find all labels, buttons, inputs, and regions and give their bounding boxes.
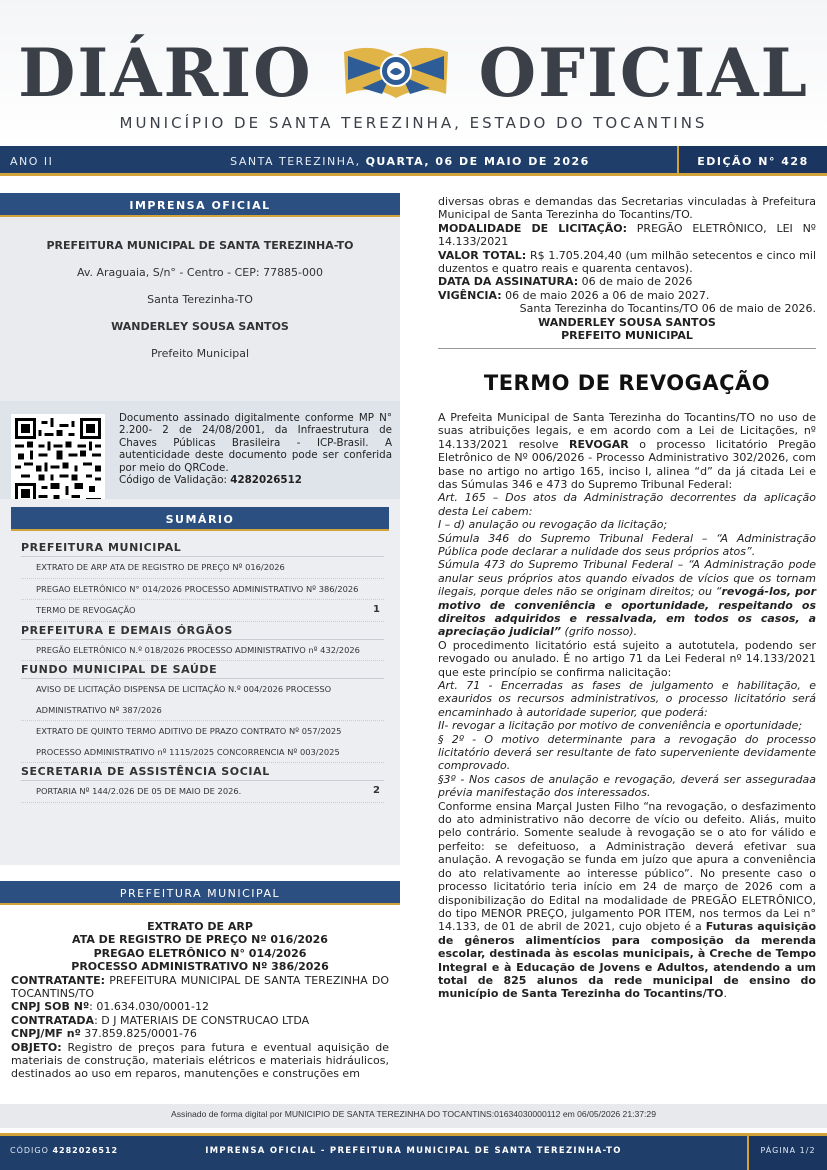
modalidade-label: MODALIDADE DE LICITAÇÃO: (438, 221, 627, 235)
summary-item[interactable] (21, 781, 384, 803)
validation-label: Código de Validação: (119, 474, 231, 487)
flag-emblem-icon (342, 38, 450, 108)
objeto-value: Registro de preços para futura e eventual aquisição de materiais de construção, materiais elétricos e materiais hidráulicos, destinados ao uso em reparos, manutenções e construções em (11, 1040, 389, 1081)
extrato-pregao: PREGAO ELETRÔNICO N° 014/2026 (93, 946, 307, 960)
objeto-bold: Futuras aquisição de gêneros alimentícios para composição da merenda escolar, destinada às escolas municipais, à Creche de Tempo Integral e à Educação de Jovens e Adultos, atendendo a um total de 825 alunos da rede municipal de ensino do município de Santa Terezinha do Tocantins/TO (438, 920, 817, 1001)
termo-intro-revogar: REVOGAR (569, 437, 629, 451)
summary-item[interactable] (21, 640, 384, 662)
summary-item-text: PORTARIA Nº 144/2.026 DE 05 DE MAIO DE 2026. (36, 786, 242, 796)
edition-number: EDIÇÃO N° 428 (677, 146, 827, 173)
summary-item[interactable] (21, 679, 384, 721)
summary-section-title: PREFEITURA MUNICIPAL (21, 541, 384, 557)
termo-title: TERMO DE REVOGAÇÃO (483, 371, 771, 396)
sumula-473 (438, 558, 816, 638)
summary-item[interactable] (21, 600, 384, 622)
imprensa-panel (0, 193, 400, 511)
org-address: Av. Araguaia, S/n° - Centro - CEP: 77885-000 (76, 266, 324, 279)
footer-code-label: CÓDIGO (10, 1146, 53, 1155)
edition-bar (0, 146, 827, 176)
vigencia-label: VIGÊNCIA: (438, 288, 502, 302)
procedimento-paragraph: O procedimento licitatório está sujeito a autotutela, podendo ser revogado ou anulado. É no artigo 71 da Lei Federal nº 14.133/2021 que este princípio se confirma nalicitação: (438, 638, 816, 679)
sumula-473-a: Súmula 473 do Supremo Tribunal Federal – “A Administração pode anular seus próprios atos quando eivados de vícios que os tornam ilegais, porque deles não se originam direitos; ou “ (438, 558, 816, 599)
summary-item-text: TERMO DE REVOGAÇÃO (36, 605, 136, 615)
summary-item[interactable] (21, 557, 384, 579)
qr-section (0, 401, 400, 511)
mayor-role: Prefeito Municipal (150, 347, 250, 360)
left-column (0, 193, 400, 511)
summary-item-text: EXTRATO DE QUINTO TERMO ADITIVO DE PRAZO CONTRATO Nº 057/2025 PROCESSO ADMINISTRATIVO nº 1115/2025 CONCORRENCIA Nº 003/2025 (36, 726, 342, 757)
signature-role: PREFEITO MUNICIPAL (561, 329, 693, 343)
summary-item-text: EXTRATO DE ARP ATA DE REGISTRO DE PREÇO Nº 016/2026 (36, 562, 285, 572)
qr-code-icon[interactable] (11, 414, 105, 508)
prefeitura-section (0, 881, 400, 905)
signature-name: WANDERLEY SOUSA SANTOS (538, 315, 716, 329)
year-label: ANO II (10, 155, 54, 168)
summary-section-title: FUNDO MUNICIPAL DE SAÚDE (21, 663, 384, 679)
masthead-subtitle: MUNICÍPIO DE SANTA TEREZINHA, ESTADO DO TOCANTINS (119, 114, 708, 132)
cnpjmf-value: 37.859.825/0001-76 (80, 1027, 197, 1041)
termo-intro (438, 411, 816, 491)
contratada-value: : D J MATERIAIS DE CONSTRUCAO LTDA (94, 1013, 310, 1027)
termo-intro-a: A Prefeita Municipal de Santa Terezinha do Tocantins/TO no uso de suas atribuições legais, e em acordo com a Lei de Licitações, nº 14.133/2021 resolve (438, 410, 816, 451)
org-city: Santa Terezinha-TO (147, 293, 253, 306)
footer-bar (0, 1133, 827, 1170)
footer-title: IMPRENSA OFICIAL - PREFEITURA MUNICIPAL DE SANTA TEREZINHA-TO (205, 1146, 622, 1156)
cnpj-label: CNPJ SOB Nº (11, 1000, 90, 1014)
masthead-title (0, 28, 827, 112)
data-value: 06 de maio de 2026 (578, 275, 693, 289)
summary-section-title: PREFEITURA E DEMAIS ÓRGÃOS (21, 624, 384, 640)
masthead-title-right: OFICIAL (478, 34, 809, 112)
contratante-label: CONTRATANTE: (11, 973, 106, 987)
contratada-label: CONTRATADA (11, 1013, 95, 1027)
validation-code: 4282026512 (230, 474, 302, 487)
paragrafo-2: § 2º - O motivo determinante para a revogação do processo licitatório deverá ser resultante de fato superveniente devidamente comprovado. (438, 732, 816, 773)
vigencia (438, 289, 816, 302)
issue-city: SANTA TEREZINHA, (230, 155, 366, 168)
contratante (11, 974, 389, 1001)
alinea-d: I – d) anulação ou revogação da licitação; (438, 518, 668, 532)
issue-date (200, 155, 620, 168)
extrato-processo: PROCESSO ADMINISTRATIVO Nº 386/2026 (71, 960, 329, 974)
signature-place-date: Santa Terezinha do Tocantins/TO 06 de maio de 2026. (519, 302, 816, 316)
valor-value: R$ 1.705.204,40 (um milhão setecentos e cinco mil duzentos e quatro reais e quarenta centavos). (438, 248, 816, 276)
objeto (11, 1041, 389, 1081)
extrato-ata: ATA DE REGISTRO DE PREÇO Nº 016/2026 (72, 933, 328, 947)
cnpj (11, 1000, 389, 1013)
summary-item[interactable] (21, 579, 384, 601)
footer-code-value: 4282026512 (52, 1146, 119, 1155)
mayor-name: WANDERLEY SOUSA SANTOS (111, 320, 289, 333)
cnpjmf (11, 1027, 389, 1040)
summary-section-title: SECRETARIA DE ASSISTÊNCIA SOCIAL (21, 765, 384, 781)
art-165: Art. 165 – Dos atos da Administração decorrentes da aplicação desta Lei cabem: (438, 491, 816, 518)
data-assinatura (438, 275, 816, 288)
masthead (0, 0, 827, 146)
art-71: Art. 71 - Encerradas as fases de julgamento e habilitação, e exauridos os recursos administrativos, o processo licitatório será encaminhado à autoridade superior, que poderá: (438, 679, 816, 719)
paragrafo-3: §3º - Nos casos de anulação e revogação, deverá ser asseguradaa prévia manifestação dos interessados. (438, 772, 816, 800)
termo-intro-c: o processo licitatório Pregão Eletrônico de Nº 006/2026 - Processo Administrativo 302/2026, com base no artigo no artigo 165, inciso I, alinea “d” da já citada Lei e das Súmulas 346 e 473 do Supremo Tribunal Federal: (438, 437, 816, 491)
objeto-label: OBJETO: (11, 1040, 62, 1054)
page-number: PÁGINA 1/2 (747, 1136, 827, 1170)
summary-item[interactable] (21, 721, 384, 763)
justen-paragraph (438, 800, 816, 1001)
digital-signature-notice (119, 412, 392, 486)
inciso-ii: II- revogar a licitação por motivo de conveniência e oportunidade; (438, 719, 803, 733)
summary-item-text: AVISO DE LICITAÇÃO DISPENSA DE LICITAÇÃO N.º 004/2026 PROCESSO ADMINISTRATIVO Nº 387/2026 (36, 684, 332, 715)
imprensa-header: IMPRENSA OFICIAL (0, 193, 400, 217)
justen-end: . (723, 987, 727, 1001)
data-label: DATA DA ASSINATURA: (438, 275, 579, 289)
cnpj-value: : 01.634.030/0001-12 (89, 1000, 210, 1014)
justen-text: Conforme ensina Marçal Justen Filho “na revogação, o desfazimento do ato administrativo não decorre de vício ou defeito. Aliás, muito pelo contrário. Somente sealude à revogação se o ato for válido e perfeito: se defeituoso, a Administração deverá efetivar sua anulação. A revogação se funda em juízo que apura a conveniência do ato relativamente ao interesse público”. No presente caso o processo licitatório teria início em 24 de março de 2026 com a disponibilização do Edital na modalidade de PREGÃO ELETRÔNICO, do tipo MENOR PREÇO, julgamento POR ITEM, nos termos da Lei n° 14.133, de 01 de abril de 2021, cujo objeto é a (438, 799, 816, 934)
modalidade-value: PREGÃO ELETRÔNICO, LEI Nº 14.133/2021 (438, 221, 816, 249)
cnpjmf-label: CNPJ/MF nº (11, 1027, 81, 1041)
summary-item-page: 1 (373, 604, 380, 615)
modalidade (438, 222, 816, 249)
summary-item-page: 2 (373, 785, 380, 796)
sumula-346: Súmula 346 do Supremo Tribunal Federal – “A Administração Pública pode declarar a nulidade dos seus próprios atos”. (438, 531, 816, 558)
contratante-value: PREFEITURA MUNICIPAL DE SANTA TEREZINHA DO TOCANTINS/TO (11, 973, 389, 1001)
summary-item-text: PREGÃO ELETRÔNICO N.º 018/2026 PROCESSO ADMINISTRATIVO nº 432/2026 (36, 644, 360, 655)
summary-header: SUMÁRIO (11, 507, 389, 531)
sumula-473-c: (grifo nosso). (561, 625, 638, 639)
valor-label: VALOR TOTAL: (438, 248, 527, 262)
masthead-title-left: DIÁRIO (18, 34, 313, 112)
right-column (438, 195, 816, 1001)
extrato-title: EXTRATO DE ARP (147, 920, 253, 933)
objeto-continuation: diversas obras e demandas das Secretarias vinculadas à Prefeitura Municipal de Santa Terezinha do Tocantins/TO. (438, 195, 816, 222)
digital-signature-line: Assinado de forma digital por MUNICIPIO DE SANTA TEREZINHA DO TOCANTINS:01634030000112 em 06/05/2026 21:37:29 (0, 1104, 827, 1128)
summary-item-text: PREGAO ELETRÔNICO N° 014/2026 PROCESSO ADMINISTRATIVO Nº 386/2026 (36, 583, 359, 594)
extrato-arp (11, 920, 389, 1081)
org-name: PREFEITURA MUNICIPAL DE SANTA TEREZINHA-TO (46, 239, 354, 252)
divider (438, 348, 816, 349)
contratada (11, 1014, 389, 1027)
prefeitura-header: PREFEITURA MUNICIPAL (0, 881, 400, 905)
valor-total (438, 249, 816, 276)
vigencia-value: 06 de maio 2026 a 06 de maio 2027. (501, 288, 710, 302)
sumula-473-b: revogá-los, por motivo de conveniência e oportunidade, respeitando os direitos adquiridos e ressalvada, em todos os casos, a apreciação judicial” (438, 585, 816, 639)
issue-date-value: QUARTA, 06 DE MAIO DE 2026 (365, 155, 590, 168)
signature-notice-text: Documento assinado digitalmente conforme MP N° 2.200- 2 de 24/08/2001, da Infraestrutura de Chaves Públicas Brasileira - ICP-Brasil. A autenticidade deste documento pode ser conferida por meio do QRCode. (119, 412, 392, 474)
summary-panel (0, 499, 400, 865)
